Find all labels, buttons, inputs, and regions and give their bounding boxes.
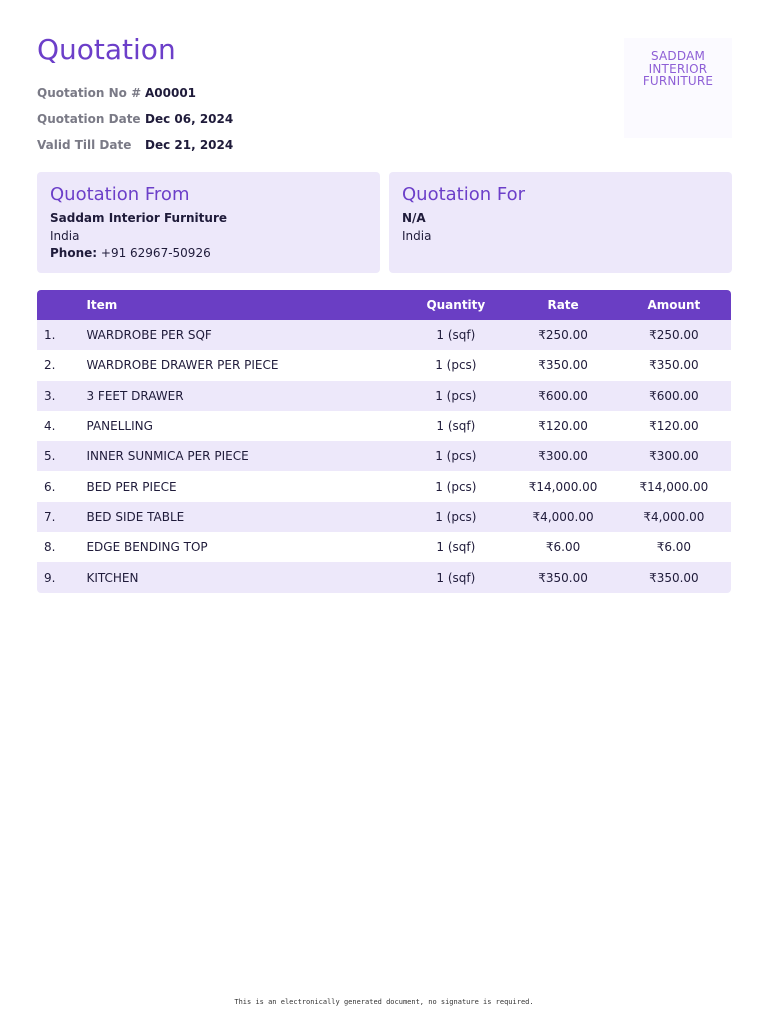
row-item: BED SIDE TABLE (86, 502, 402, 532)
table-row (37, 502, 731, 532)
row-item: KITCHEN (86, 562, 402, 592)
meta-row-number (37, 80, 233, 106)
row-rate: ₹300.00 (509, 441, 616, 471)
row-amount: ₹350.00 (617, 562, 731, 592)
row-num: 8. (37, 532, 86, 562)
quotation-from-card (37, 172, 380, 273)
row-num: 5. (37, 441, 86, 471)
row-num: 6. (37, 471, 86, 501)
row-num: 3. (37, 381, 86, 411)
header-amount: Amount (617, 290, 731, 320)
row-amount: ₹350.00 (617, 350, 731, 380)
row-rate: ₹14,000.00 (509, 471, 616, 501)
page-title: Quotation (37, 33, 176, 66)
row-quantity: 1 (sqf) (402, 411, 509, 441)
footer-note: This is an electronically generated document, no signature is required. (234, 998, 534, 1006)
items-table (37, 290, 731, 593)
row-quantity: 1 (pcs) (402, 350, 509, 380)
meta-label: Quotation No # (37, 86, 142, 100)
phone-label: Phone: (50, 246, 98, 260)
table-row (37, 381, 731, 411)
table-row (37, 350, 731, 380)
row-amount: ₹14,000.00 (617, 471, 731, 501)
row-num: 1. (37, 320, 86, 350)
meta-value: Dec 21, 2024 (145, 138, 234, 152)
logo-line: SADDAM (650, 49, 706, 63)
table-row (37, 471, 731, 501)
phone-value: +91 62967-50926 (100, 246, 211, 260)
meta-row-valid-till (37, 132, 233, 158)
meta-value: Dec 06, 2024 (145, 112, 234, 126)
row-item: WARDROBE PER SQF (86, 320, 402, 350)
row-rate: ₹350.00 (509, 562, 616, 592)
meta-value: A00001 (145, 86, 197, 100)
row-item: BED PER PIECE (86, 471, 402, 501)
row-rate: ₹350.00 (509, 350, 616, 380)
row-quantity: 1 (pcs) (402, 502, 509, 532)
quotation-meta (37, 80, 233, 158)
header-rate: Rate (509, 290, 616, 320)
row-rate: ₹120.00 (509, 411, 616, 441)
row-quantity: 1 (pcs) (402, 471, 509, 501)
row-item: 3 FEET DRAWER (86, 381, 402, 411)
from-phone (50, 245, 367, 263)
header-item: Item (86, 290, 402, 320)
row-num: 7. (37, 502, 86, 532)
header-num (37, 290, 86, 320)
from-name: Saddam Interior Furniture (50, 211, 228, 225)
row-num: 9. (37, 562, 86, 592)
table-header-row (37, 290, 731, 320)
table-row (37, 320, 731, 350)
row-rate: ₹6.00 (509, 532, 616, 562)
table-row (37, 532, 731, 562)
for-country: India (402, 228, 432, 243)
row-quantity: 1 (sqf) (402, 532, 509, 562)
row-quantity: 1 (pcs) (402, 441, 509, 471)
header-quantity: Quantity (402, 290, 509, 320)
logo-line: FURNITURE (642, 74, 714, 88)
row-amount: ₹6.00 (617, 532, 731, 562)
card-title: Quotation For (402, 184, 526, 205)
row-rate: ₹600.00 (509, 381, 616, 411)
row-amount: ₹300.00 (617, 441, 731, 471)
row-item: PANELLING (86, 411, 402, 441)
row-num: 2. (37, 350, 86, 380)
card-title: Quotation From (50, 184, 190, 205)
from-country: India (50, 228, 80, 243)
row-amount: ₹4,000.00 (617, 502, 731, 532)
row-rate: ₹4,000.00 (509, 502, 616, 532)
logo-line: INTERIOR (648, 61, 708, 76)
row-quantity: 1 (sqf) (402, 562, 509, 592)
row-amount: ₹120.00 (617, 411, 731, 441)
row-num: 4. (37, 411, 86, 441)
row-quantity: 1 (sqf) (402, 320, 509, 350)
row-item: EDGE BENDING TOP (86, 532, 402, 562)
meta-label: Valid Till Date (37, 138, 132, 152)
meta-label: Quotation Date (37, 112, 141, 126)
table-row (37, 411, 731, 441)
row-quantity: 1 (pcs) (402, 381, 509, 411)
for-name: N/A (402, 211, 426, 225)
quotation-for-card (389, 172, 732, 273)
row-item: INNER SUNMICA PER PIECE (86, 441, 402, 471)
table-row (37, 562, 731, 592)
row-item: WARDROBE DRAWER PER PIECE (86, 350, 402, 380)
row-amount: ₹250.00 (617, 320, 731, 350)
table-row (37, 441, 731, 471)
company-logo (624, 38, 732, 138)
meta-row-date (37, 106, 233, 132)
row-rate: ₹250.00 (509, 320, 616, 350)
row-amount: ₹600.00 (617, 381, 731, 411)
